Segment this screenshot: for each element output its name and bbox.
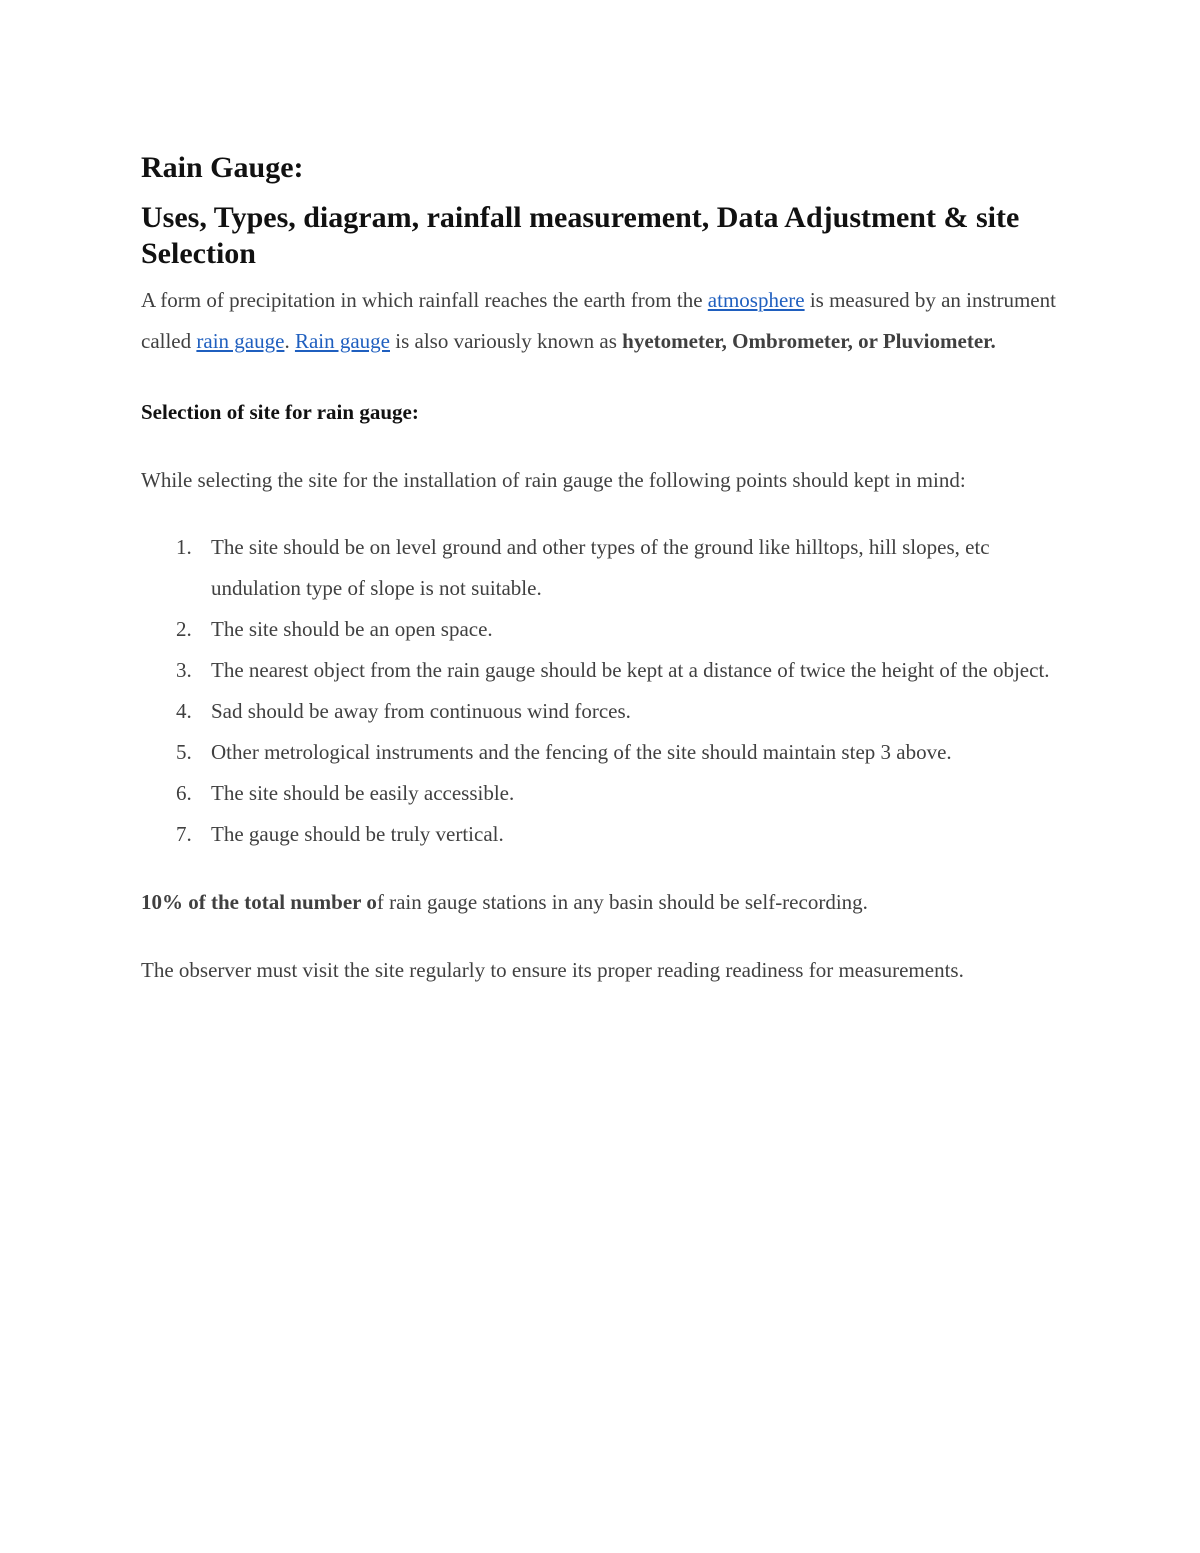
page-title: Rain Gauge: xyxy=(141,151,304,184)
stations-bold-text: 10% of the total number o xyxy=(141,890,377,914)
list-item-text: The site should be on level ground and other types of the ground like hilltops, hill slopes, etc undulation type of slope is not suitable. xyxy=(211,535,990,600)
list-item xyxy=(141,650,1061,691)
list-item xyxy=(141,609,1061,650)
selection-paragraph: While selecting the site for the installation of rain gauge the following points should kept in mind: xyxy=(141,468,966,492)
list-number: 2. xyxy=(176,617,192,641)
list-number: 4. xyxy=(176,699,192,723)
list-item xyxy=(141,773,1061,814)
list-item xyxy=(141,691,1061,732)
section-heading: Selection of site for rain gauge: xyxy=(141,400,419,424)
list-item-text: The site should be an open space. xyxy=(211,617,493,641)
intro-text-1: A form of precipitation in which rainfall reaches the earth from the xyxy=(141,288,708,312)
list-item-text: Sad should be away from continuous wind forces. xyxy=(211,699,631,723)
list-number: 6. xyxy=(176,781,192,805)
rain-gauge-link[interactable]: rain gauge xyxy=(196,329,285,353)
list-item xyxy=(141,527,1061,609)
observer-paragraph: The observer must visit the site regularly to ensure its proper reading readiness for measurements. xyxy=(141,958,964,982)
list-item xyxy=(141,732,1061,773)
intro-text-3: . xyxy=(284,329,295,353)
document-page xyxy=(141,150,1061,991)
list-number: 1. xyxy=(176,535,192,559)
intro-text-4: is also variously known as xyxy=(390,329,623,353)
rain-gauge-link-2[interactable]: Rain gauge xyxy=(294,329,390,353)
list-number: 3. xyxy=(176,658,192,682)
list-item-text: The nearest object from the rain gauge should be kept at a distance of twice the height of the object. xyxy=(211,658,1050,682)
intro-paragraph xyxy=(141,280,1061,362)
list-item-text: The site should be easily accessible. xyxy=(211,781,515,805)
stations-text: f rain gauge stations in any basin should be self-recording. xyxy=(376,890,868,914)
list-item xyxy=(141,814,1061,855)
list-number: 5. xyxy=(176,740,192,764)
list-item-text: The gauge should be truly vertical. xyxy=(211,822,504,846)
atmosphere-link[interactable]: atmosphere xyxy=(707,288,805,312)
instrument-names: hyetometer, Ombrometer, or Pluviometer. xyxy=(622,329,996,353)
page-subtitle: Uses, Types, diagram, rainfall measurement, Data Adjustment & site Selection xyxy=(141,201,1020,270)
stations-paragraph xyxy=(141,882,1061,923)
intro-text-2: is measured by an instrument called xyxy=(141,288,1056,353)
site-points-list xyxy=(141,527,1061,855)
list-item-text: Other metrological instruments and the fencing of the site should maintain step 3 above. xyxy=(211,740,952,764)
list-number: 7. xyxy=(176,822,192,846)
